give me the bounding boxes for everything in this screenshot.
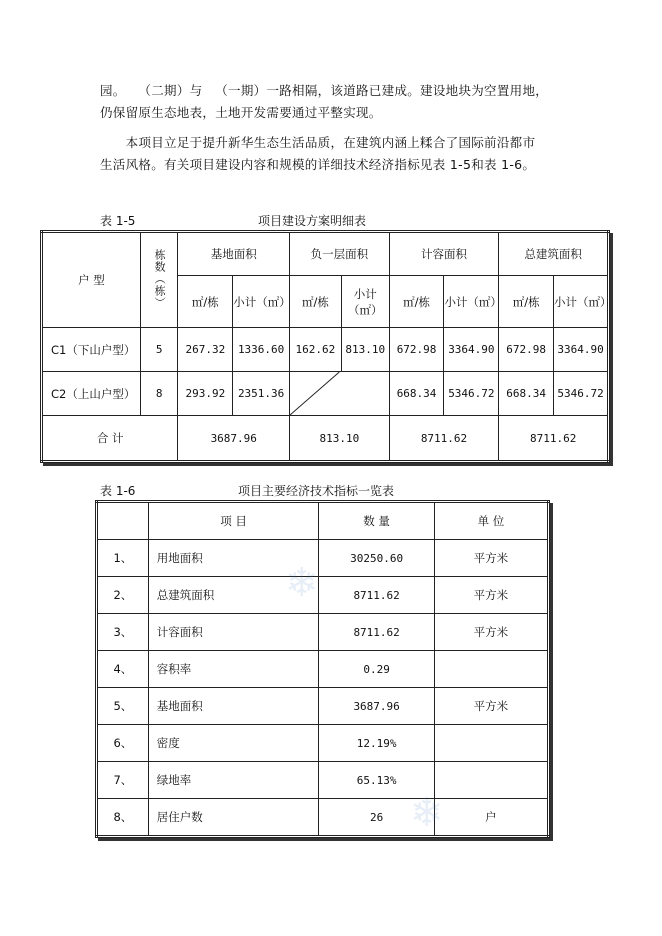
cell: 813.10 <box>341 328 389 372</box>
para-line-4: 生活风格。有关项目建设内容和规模的详细技术经济指标见表 1-5和表 1-6。 <box>100 157 536 172</box>
header-count-text: 栋数（栋） <box>153 248 167 309</box>
row-qty: 0.29 <box>319 651 434 688</box>
row-item: 容积率 <box>148 651 319 688</box>
row-qty: 65.13% <box>319 762 434 799</box>
row-item: 基地面积 <box>148 688 319 725</box>
header-type: 户 型 <box>42 232 141 328</box>
table-row <box>97 762 549 799</box>
para-line-1: 园。 （二期）与 （一期）一路相隔，该道路已建成。建设地块为空置用地， <box>100 83 549 98</box>
sub-per: ㎡/栋 <box>178 276 233 328</box>
total-basement: 813.10 <box>290 416 390 462</box>
row-qty: 26 <box>319 799 434 837</box>
table15-label: 表 1-5 <box>100 214 136 228</box>
sub-per: ㎡/栋 <box>290 276 342 328</box>
total-far: 8711.62 <box>389 416 499 462</box>
row-no: 2、 <box>97 577 149 614</box>
total-base: 3687.96 <box>178 416 290 462</box>
cell: 672.98 <box>499 328 554 372</box>
row-type: C2（上山户型） <box>42 372 141 416</box>
row-count: 8 <box>140 372 178 416</box>
table16-label: 表 1-6 <box>100 484 136 498</box>
header-count <box>140 232 178 328</box>
table-row <box>97 540 549 577</box>
row-item: 用地面积 <box>148 540 319 577</box>
sub-sub: 小计（㎡） <box>341 276 389 328</box>
header-item: 项 目 <box>148 502 319 540</box>
sub-per: ㎡/栋 <box>499 276 554 328</box>
diagonal-line <box>290 372 389 415</box>
row-item: 居住户数 <box>148 799 319 837</box>
row-no: 5、 <box>97 688 149 725</box>
header-base: 基地面积 <box>178 232 290 276</box>
row-unit: 平方米 <box>434 614 548 651</box>
row-qty: 12.19% <box>319 725 434 762</box>
header-far: 计容面积 <box>389 232 499 276</box>
watermark-snowflake-icon: ❄ <box>410 790 444 836</box>
cell: 668.34 <box>389 372 444 416</box>
table-row <box>97 725 549 762</box>
table-row <box>97 799 549 837</box>
row-item: 计容面积 <box>148 614 319 651</box>
table15-title: 项目建设方案明细表 <box>258 214 367 228</box>
row-qty: 3687.96 <box>319 688 434 725</box>
cell: 1336.60 <box>233 328 290 372</box>
row-type: C1（下山户型） <box>42 328 141 372</box>
row-count: 5 <box>140 328 178 372</box>
row-no: 6、 <box>97 725 149 762</box>
cell: 3364.90 <box>444 328 499 372</box>
row-item: 密度 <box>148 725 319 762</box>
row-unit <box>434 762 548 799</box>
row-qty: 30250.60 <box>319 540 434 577</box>
row-unit <box>434 651 548 688</box>
row-no: 4、 <box>97 651 149 688</box>
cell: 293.92 <box>178 372 233 416</box>
table16-title: 项目主要经济技术指标一览表 <box>238 484 395 498</box>
row-item: 总建筑面积 <box>148 577 319 614</box>
row-unit: 平方米 <box>434 577 548 614</box>
sub-sub: 小计（㎡） <box>444 276 499 328</box>
header-row <box>97 502 549 540</box>
cell: 162.62 <box>290 328 342 372</box>
para-line-2: 仍保留原生态地表，土地开发需要通过平整实现。 <box>100 105 382 120</box>
cell: 267.32 <box>178 328 233 372</box>
sub-per: ㎡/栋 <box>389 276 444 328</box>
table-1-5 <box>40 230 610 463</box>
row-unit: 平方米 <box>434 688 548 725</box>
sub-sub: 小计（㎡） <box>554 276 609 328</box>
sub-sub: 小计（㎡） <box>233 276 290 328</box>
total-total: 8711.62 <box>499 416 609 462</box>
total-label: 合 计 <box>42 416 178 462</box>
row-no: 1、 <box>97 540 149 577</box>
header-unit: 单 位 <box>434 502 548 540</box>
para-line-3: 本项目立足于提升新华生态生活品质，在建筑内涵上糅合了国际前沿都市 <box>100 135 536 150</box>
table-1-6 <box>95 500 550 838</box>
cell: 3364.90 <box>554 328 609 372</box>
cell: 5346.72 <box>554 372 609 416</box>
row-unit: 平方米 <box>434 540 548 577</box>
row-item: 绿地率 <box>148 762 319 799</box>
row-unit <box>434 725 548 762</box>
row-qty: 8711.62 <box>319 614 434 651</box>
header-basement: 负一层面积 <box>290 232 390 276</box>
total-row <box>42 416 609 462</box>
row-qty: 8711.62 <box>319 577 434 614</box>
cell: 2351.36 <box>233 372 290 416</box>
row-no: 8、 <box>97 799 149 837</box>
cell: 672.98 <box>389 328 444 372</box>
cell: 668.34 <box>499 372 554 416</box>
cell: 5346.72 <box>444 372 499 416</box>
row-no: 3、 <box>97 614 149 651</box>
table-row <box>42 372 609 416</box>
header-qty: 数 量 <box>319 502 434 540</box>
table-row <box>97 651 549 688</box>
watermark-snowflake-icon: ❄ <box>285 560 319 606</box>
intro-paragraph <box>100 80 548 176</box>
diagonal-empty-cell <box>290 372 390 416</box>
table-row <box>97 577 549 614</box>
row-unit: 户 <box>434 799 548 837</box>
header-total: 总建筑面积 <box>499 232 609 276</box>
table-row <box>42 328 609 372</box>
header-no <box>97 502 149 540</box>
row-no: 7、 <box>97 762 149 799</box>
table-row <box>97 614 549 651</box>
table-row <box>97 688 549 725</box>
